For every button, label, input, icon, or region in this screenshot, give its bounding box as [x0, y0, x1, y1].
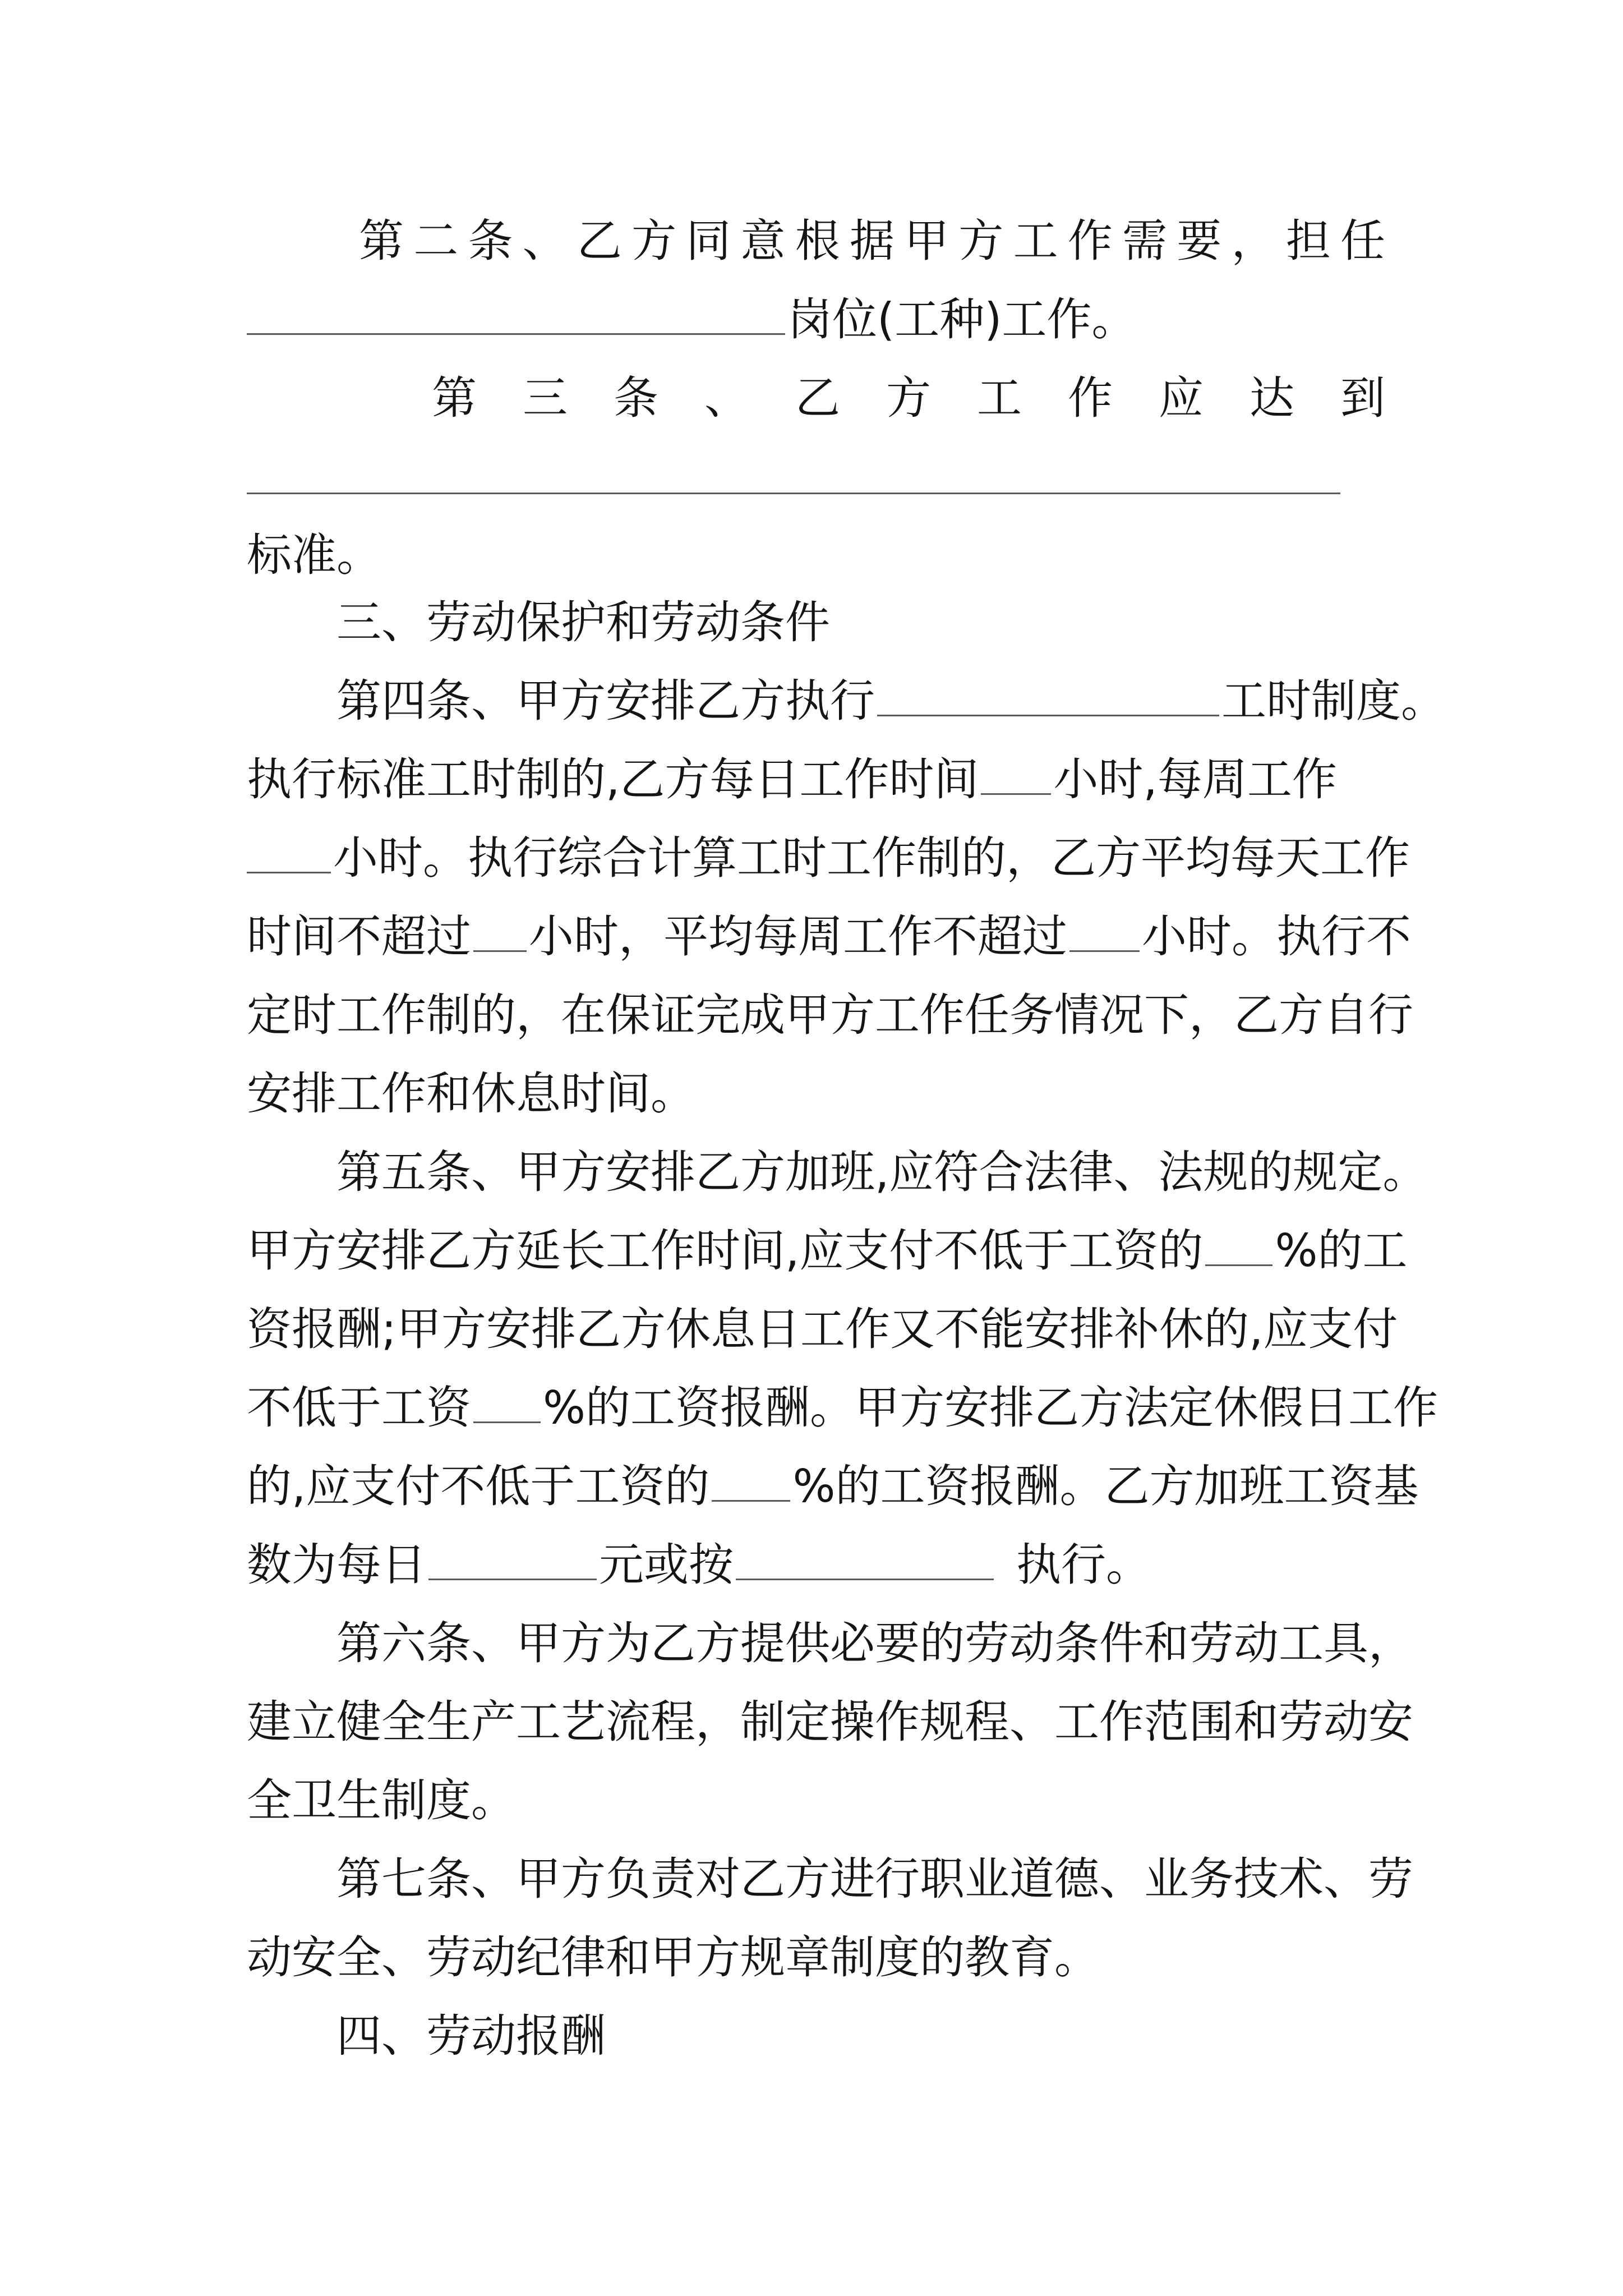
- weekly-hours-blank[interactable]: [247, 832, 331, 873]
- justified-char: 方: [958, 215, 1004, 267]
- article-5-text-5b: %的工资报酬。乙方加班工资基: [792, 1460, 1419, 1512]
- justified-char: 方: [886, 372, 931, 424]
- justified-char: 第: [359, 215, 404, 267]
- article-7-line-2: 动安全、劳动纪律和甲方规章制度的教育。: [247, 1931, 1099, 1984]
- justified-char: ，: [1231, 215, 1276, 267]
- article-5-text-2b: %的工: [1275, 1225, 1408, 1277]
- article-5-text-2a: 甲方安排乙方延长工作时间,应支付不低于工资的: [247, 1225, 1204, 1277]
- justified-char: 作: [1067, 215, 1113, 267]
- article-4-line-4: [247, 903, 1411, 970]
- article-4-line-2: [247, 746, 1337, 813]
- work-standard-blank[interactable]: [247, 493, 1340, 494]
- justified-char: 、: [522, 215, 568, 267]
- article-5-line-3: 资报酬;甲方安排乙方休息日工作又不能安排补休的,应支付: [247, 1303, 1398, 1355]
- working-hours-system-blank[interactable]: [877, 675, 1219, 716]
- article-5-text-6b: 元或按: [599, 1539, 734, 1591]
- justified-char: 作: [1068, 372, 1113, 424]
- article-4-text-4a: 时间不超过: [247, 910, 471, 963]
- daily-base-amount-blank[interactable]: [428, 1539, 597, 1580]
- article-5-text-4a: 不低于工资: [247, 1382, 471, 1434]
- justified-char: 到: [1340, 372, 1385, 424]
- article-4-line-3: [247, 825, 1410, 892]
- article-6-line-1: 第六条、甲方为乙方提供必要的劳动条件和劳动工具，: [336, 1617, 1413, 1669]
- article-5-text-5a: 的,应支付不低于工资的: [247, 1460, 710, 1512]
- article-2-line-1: [359, 208, 1385, 275]
- article-5-text-6a: 数为每日: [247, 1539, 426, 1591]
- article-4-text-2b: 小时,每周工作: [1053, 753, 1337, 806]
- job-position-blank[interactable]: [247, 294, 785, 335]
- justified-char: 应: [1159, 372, 1204, 424]
- justified-char: 意: [740, 215, 786, 267]
- article-2-tail: 岗位(工种)工作。: [787, 293, 1137, 346]
- section-4-heading: 四、劳动报酬: [336, 2010, 606, 2062]
- avg-daily-hours-blank[interactable]: [473, 911, 527, 952]
- article-4-line-6: 安排工作和休息时间。: [247, 1068, 695, 1120]
- article-6-line-3: 全卫生制度。: [247, 1774, 516, 1826]
- article-4-line-5: 定时工作制的，在保证完成甲方工作任务情况下，乙方自行: [247, 989, 1413, 1041]
- justified-char: 、: [704, 372, 749, 424]
- justified-char: 方: [631, 215, 677, 267]
- article-4-text-1b: 工时制度。: [1221, 675, 1446, 727]
- justified-char: 达: [1249, 372, 1294, 424]
- section-3-heading: 三、劳动保护和劳动条件: [336, 596, 830, 648]
- justified-char: 据: [849, 215, 895, 267]
- article-4-text-4c: 小时。执行不: [1142, 910, 1411, 963]
- article-5-text-6c: 执行。: [1016, 1539, 1151, 1591]
- justified-char: 三: [523, 372, 568, 424]
- article-5-line-1: 第五条、甲方安排乙方加班,应符合法律、法规的规定。: [336, 1146, 1428, 1198]
- justified-char: 工: [977, 372, 1022, 424]
- daily-hours-blank[interactable]: [981, 754, 1051, 795]
- article-5-text-4b: %的工资报酬。甲方安排乙方法定休假日工作: [543, 1382, 1438, 1434]
- article-5-line-5: [247, 1453, 1418, 1520]
- article-4-text-4b: 小时，平均每周工作不超过: [529, 910, 1067, 963]
- justified-char: 要: [1177, 215, 1222, 267]
- article-6-line-2: 建立健全生产工艺流程，制定操作规程、工作范围和劳动安: [247, 1696, 1413, 1748]
- article-5-line-4: [247, 1374, 1438, 1442]
- article-5-line-6: [247, 1531, 1151, 1599]
- article-3-line-1: [432, 365, 1385, 432]
- justified-char: 条: [614, 372, 658, 424]
- article-7-line-1: 第七条、甲方负责对乙方进行职业道德、业务技术、劳: [336, 1853, 1413, 1905]
- justified-char: 需: [1122, 215, 1168, 267]
- justified-char: 工: [1013, 215, 1058, 267]
- holiday-rate-blank[interactable]: [712, 1461, 790, 1502]
- article-4-text-2a: 执行标准工时制的,乙方每日工作时间: [247, 753, 979, 806]
- article-4-text-3: 小时。执行综合计算工时工作制的，乙方平均每天工作: [333, 832, 1410, 884]
- article-4-text-1a: 第四条、甲方安排乙方执行: [336, 675, 875, 727]
- avg-weekly-hours-blank[interactable]: [1069, 911, 1140, 952]
- justified-char: 担: [1285, 215, 1331, 267]
- justified-char: 甲: [904, 215, 949, 267]
- justified-char: 任: [1340, 215, 1385, 267]
- justified-char: 条: [468, 215, 513, 267]
- justified-char: 乙: [795, 372, 840, 424]
- justified-char: 根: [795, 215, 840, 267]
- article-2-line-2: [247, 286, 1136, 353]
- article-3-tail: 标准。: [247, 529, 381, 581]
- justified-char: 二: [413, 215, 459, 267]
- article-4-line-1: [336, 668, 1446, 735]
- justified-char: 第: [432, 372, 477, 424]
- rest-day-rate-blank[interactable]: [473, 1382, 541, 1423]
- justified-char: 同: [686, 215, 731, 267]
- overtime-rate-blank[interactable]: [1205, 1225, 1272, 1266]
- justified-char: 乙: [577, 215, 622, 267]
- article-5-line-2: [247, 1217, 1407, 1285]
- overtime-basis-blank[interactable]: [736, 1539, 994, 1580]
